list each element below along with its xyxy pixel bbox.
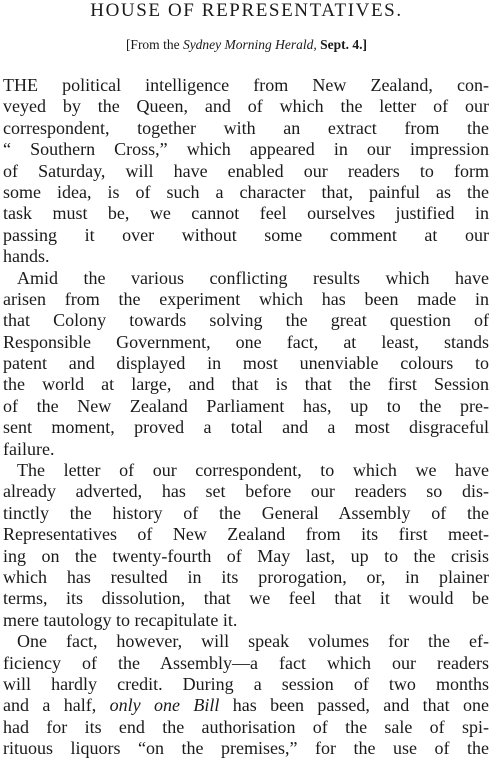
text-line: Responsible Government, one fact, at least, stands <box>3 331 489 352</box>
text-line: veyed by the Queen, and of which the letter of our <box>3 96 489 117</box>
text-line: had for its end the authorisation of the sale of spi- <box>3 716 489 737</box>
text-line: “ Southern Cross,” which appeared in our impression <box>3 139 489 160</box>
text-segment: has been passed, and that one <box>232 695 490 716</box>
source-attribution <box>0 36 493 54</box>
text-line: some idea, is of such a character that, painful as the <box>3 181 489 202</box>
paragraph-2 <box>3 268 489 461</box>
text-line: failure. <box>3 438 55 459</box>
text-line: terms, its dissolution, that we feel that it would be <box>3 588 489 609</box>
text-line: of the New Zealand Parliament has, up to the pre- <box>3 395 489 416</box>
text-line: Amid the various conflicting results which have <box>17 267 489 288</box>
text-line: sent moment, proved a total and a most disgraceful <box>3 417 489 438</box>
text-line: hands. <box>3 246 50 267</box>
text-line: ficiency of the Assembly—a fact which our readers <box>3 652 489 673</box>
text-line-with-emphasis <box>3 695 489 716</box>
text-line: rituous liquors “on the premises,” for the use of the <box>3 738 489 759</box>
text-line: correspondent, together with an extract from the <box>3 117 489 138</box>
text-line: arisen from the experiment which has been made in <box>3 288 489 309</box>
headline: HOUSE OF REPRESENTATIVES. <box>90 0 403 21</box>
article-body <box>3 75 489 760</box>
text-line: which has resulted in its prorogation, or, in plainer <box>3 566 489 587</box>
text-line: tinctly the history of the General Assembly of the <box>3 502 489 523</box>
text-line: task must be, we cannot feel ourselves justified in <box>3 203 489 224</box>
text-line: will hardly credit. During a session of two months <box>3 673 489 694</box>
text-line: The letter of our correspondent, to which we have <box>17 460 489 481</box>
text-line: ing on the twenty-fourth of May last, up to the crisis <box>3 545 489 566</box>
text-line: of Saturday, will have enabled our readers to form <box>3 160 489 181</box>
text-line: the world at large, and that is that the first Session <box>3 374 489 395</box>
text-line: already adverted, has set before our readers so dis- <box>3 481 489 502</box>
paragraph-1 <box>3 75 489 268</box>
text-line: passing it over without some comment at our <box>3 224 489 245</box>
text-line: mere tautology to recapitulate it. <box>3 609 238 630</box>
paragraph-3 <box>3 460 489 631</box>
source-paper: Sydney Morning Herald, <box>182 37 317 52</box>
text-line: One fact, however, will speak volumes for the ef- <box>17 631 489 652</box>
text-line: patent and displayed in most unenviable colours to <box>3 353 489 374</box>
emphasis-text: only one Bill <box>109 695 220 716</box>
text-line: Representatives of New Zealand from its first meet- <box>3 524 489 545</box>
source-prefix: [From the <box>125 37 180 52</box>
paragraph-4 <box>3 631 489 759</box>
text-segment: and a half, <box>3 695 97 716</box>
text-line: THE political intelligence from New Zealand, con- <box>3 75 489 95</box>
source-date: Sept. 4.] <box>320 37 368 52</box>
text-line: that Colony towards solving the great question of <box>3 310 489 331</box>
